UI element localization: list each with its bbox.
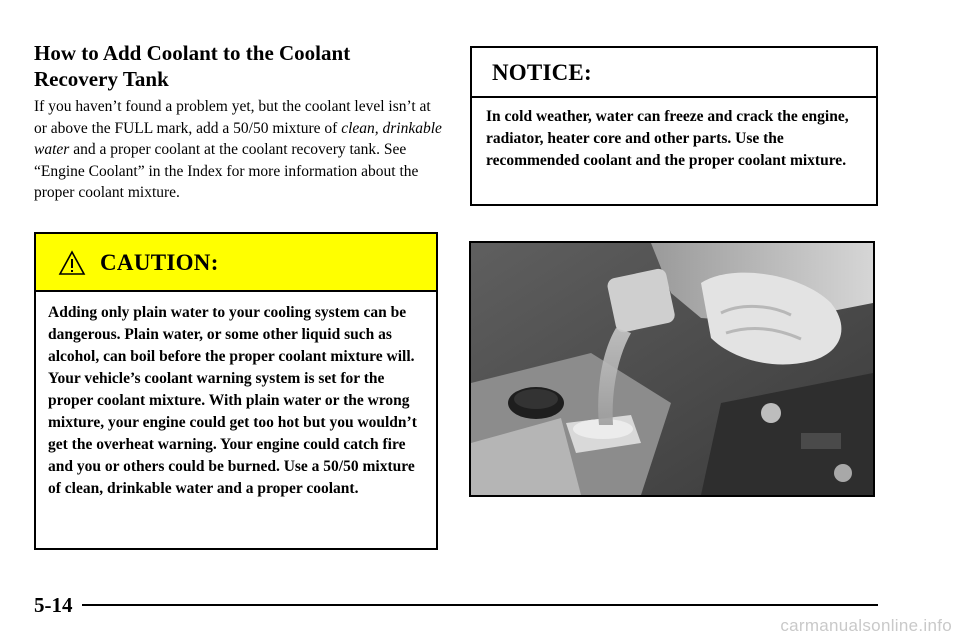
watermark: carmanualsonline.info	[780, 616, 952, 635]
notice-body: In cold weather, water can freeze and crack the engine, radiator, heater core and other parts. Use the recommended coolant and the proper coolant mixture.	[486, 108, 849, 169]
caution-body: Adding only plain water to your cooling system can be dangerous. Plain water, or some other liquid such as alcohol, can boil before the proper coolant mixture will. Your vehicle’s coolant warning system is set for the proper coolant mixture. With plain water or the wrong mixture, your engine could get too hot but you wouldn’t get the overheat warning. Your engine could catch fire and you or others could be burned. Use a 50/50 mixture of clean, drinkable water and a proper coolant.	[48, 304, 417, 497]
section-heading-line1: How to Add Coolant to the Coolant	[34, 41, 351, 65]
caution-title: CAUTION:	[100, 250, 219, 275]
caution-box	[34, 232, 438, 550]
notice-title: NOTICE:	[492, 60, 592, 85]
notice-header	[472, 48, 876, 98]
section-heading	[34, 40, 434, 92]
intro-text-part2: and a proper coolant at the coolant recovery tank. See “Engine Coolant” in the Index for more information about the proper coolant mixture.	[34, 141, 419, 201]
page-number: 5-14	[34, 593, 73, 617]
footer-rule	[82, 604, 878, 606]
intro-emphasis: clean, drinkable water	[34, 119, 442, 158]
coolant-pouring-photo	[469, 241, 875, 497]
section-heading-line2: Recovery Tank	[34, 67, 169, 91]
caution-header	[36, 234, 436, 292]
warning-triangle-icon	[58, 250, 86, 276]
notice-box	[470, 46, 878, 206]
intro-paragraph	[34, 96, 442, 204]
intro-text-part1: If you haven’t found a problem yet, but the coolant level isn’t at or above the FULL mark, add a 50/50 mixture of	[34, 98, 431, 137]
